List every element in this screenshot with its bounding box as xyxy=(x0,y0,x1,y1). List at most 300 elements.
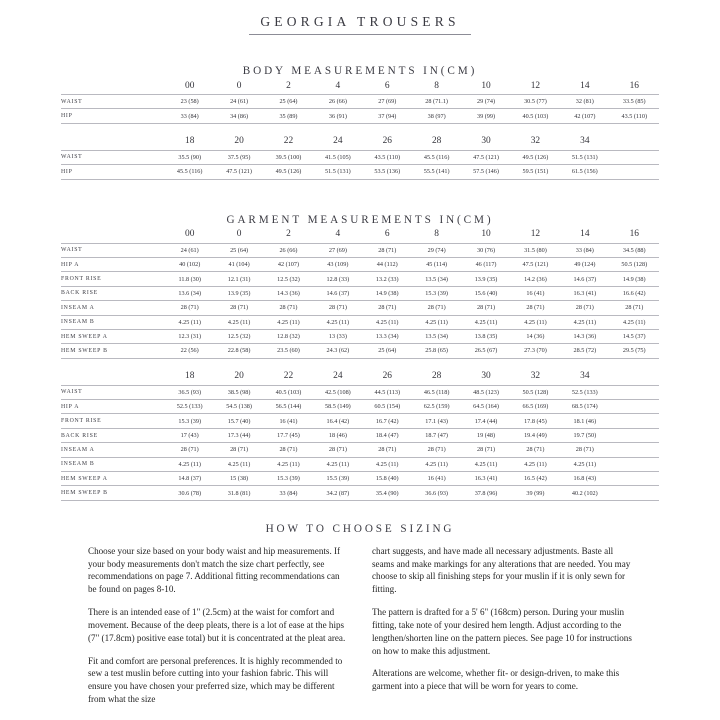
measure-cell: 12.1 (31) xyxy=(214,272,263,286)
paragraph: Choose your size based on your body waist and hip measurements. If your body measurements don't match the size chart perfectly, see recommendations on page 7. Additional fitting recommendations can be found on pages 8-10. xyxy=(88,545,341,595)
measure-cell: 14.3 (36) xyxy=(264,286,313,300)
measure-cell: 28 (71) xyxy=(363,301,412,315)
measure-cell: 42.5 (108) xyxy=(313,385,362,399)
body-size-header-cell: 2 xyxy=(286,80,291,91)
measure-cell: 36 (91) xyxy=(313,109,362,123)
measure-cell: 13.2 (33) xyxy=(363,272,412,286)
measure-cell: 4.25 (11) xyxy=(264,315,313,329)
row-label: BACK RISE xyxy=(61,286,165,300)
garment-size-header-cell: 22 xyxy=(283,371,294,382)
measure-cell: 4.25 (11) xyxy=(461,457,510,471)
measure-cell: 13.5 (34) xyxy=(412,272,461,286)
measure-cell: 47.5 (121) xyxy=(214,165,263,179)
measure-cell: 4.25 (11) xyxy=(165,315,214,329)
measure-cell: 13 (33) xyxy=(313,329,362,343)
measure-cell: 35.4 (90) xyxy=(363,486,412,500)
body-size-header-cell xyxy=(610,133,659,151)
body-size-header-cell: 26 xyxy=(382,136,392,147)
table-row xyxy=(61,165,659,179)
body-size-header-cell: 30 xyxy=(481,136,491,147)
table-row xyxy=(61,344,659,358)
measure-cell: 19 (48) xyxy=(461,428,510,442)
measure-cell: 18.1 (46) xyxy=(560,414,609,428)
body-size-header-row-1 xyxy=(61,77,659,95)
garment-size-header-cell xyxy=(610,368,659,386)
table-group-spacer xyxy=(61,358,659,368)
measure-cell: 52.5 (133) xyxy=(560,385,609,399)
sizing-copy-right-column xyxy=(372,545,632,706)
measure-cell: 25 (64) xyxy=(264,95,313,109)
row-label: INSEAM A xyxy=(61,301,165,315)
measure-cell xyxy=(610,385,659,399)
measure-cell: 4.25 (11) xyxy=(363,315,412,329)
body-size-header-row-2 xyxy=(61,133,659,151)
garment-size-header-cell: 26 xyxy=(382,371,392,382)
row-label: BACK RISE xyxy=(61,428,165,442)
garment-size-header-cell: 18 xyxy=(185,371,195,382)
measure-cell: 28 (71) xyxy=(165,443,214,457)
body-size-header-cell: 16 xyxy=(629,80,639,91)
measure-cell: 34.5 (88) xyxy=(610,243,659,257)
measure-cell: 28 (71) xyxy=(214,443,263,457)
garment-size-header-row-1 xyxy=(61,226,659,244)
measure-cell: 15.5 (39) xyxy=(313,472,362,486)
body-size-header-cell: 14 xyxy=(580,80,590,91)
measure-cell: 49.5 (126) xyxy=(511,150,560,164)
measure-cell: 47.5 (121) xyxy=(461,150,510,164)
body-size-header-cell: 00 xyxy=(185,80,195,91)
body-size-header-cell: 10 xyxy=(481,80,491,91)
measure-cell: 28 (71) xyxy=(560,301,609,315)
body-size-header-cell: 32 xyxy=(530,136,541,147)
measure-cell: 68.5 (174) xyxy=(560,400,609,414)
measure-cell: 59.5 (151) xyxy=(511,165,560,179)
measure-cell: 26 (66) xyxy=(264,243,313,257)
measure-cell: 16.3 (41) xyxy=(461,472,510,486)
measure-cell: 15.8 (40) xyxy=(363,472,412,486)
row-label: WAIST xyxy=(61,243,165,257)
measure-cell: 12.3 (31) xyxy=(165,329,214,343)
measure-cell: 46.5 (118) xyxy=(412,385,461,399)
measure-cell: 28 (71) xyxy=(461,443,510,457)
body-size-header-cell: 4 xyxy=(335,80,341,91)
table-row xyxy=(61,428,659,442)
garment-size-header-cell: 0 xyxy=(236,229,242,240)
measure-cell: 16 (41) xyxy=(264,414,313,428)
measure-cell xyxy=(610,165,659,179)
measure-cell: 50.5 (128) xyxy=(511,385,560,399)
garment-size-header-cell: 28 xyxy=(431,371,442,382)
table-row xyxy=(61,109,659,123)
measure-cell: 51.5 (131) xyxy=(313,165,362,179)
row-label: HIP xyxy=(61,165,165,179)
table-row xyxy=(61,385,659,399)
measure-cell: 53.5 (136) xyxy=(363,165,412,179)
measure-cell: 14.9 (38) xyxy=(610,272,659,286)
measure-cell: 27 (69) xyxy=(363,95,412,109)
measure-cell: 4.25 (11) xyxy=(214,457,263,471)
table-row xyxy=(61,443,659,457)
measure-cell xyxy=(610,150,659,164)
measure-cell: 61.5 (156) xyxy=(560,165,609,179)
measure-cell xyxy=(610,486,659,500)
measure-cell: 28 (71) xyxy=(165,301,214,315)
measure-cell: 62.5 (159) xyxy=(412,400,461,414)
measure-cell: 25 (64) xyxy=(214,243,263,257)
measure-cell: 25.8 (65) xyxy=(412,344,461,358)
measure-cell: 24.3 (62) xyxy=(313,344,362,358)
measure-cell: 41.5 (105) xyxy=(313,150,362,164)
measure-cell: 28 (71) xyxy=(610,301,659,315)
measure-cell: 30 (76) xyxy=(461,243,510,257)
measure-cell: 16.8 (43) xyxy=(560,472,609,486)
measure-cell: 15 (38) xyxy=(214,472,263,486)
measure-cell: 32 (81) xyxy=(560,95,609,109)
measure-cell: 45.5 (116) xyxy=(165,165,214,179)
table-row xyxy=(61,95,659,109)
table-row xyxy=(61,472,659,486)
measure-cell: 52.5 (133) xyxy=(165,400,214,414)
row-label: HIP xyxy=(61,109,165,123)
measure-cell: 15.3 (39) xyxy=(165,414,214,428)
measure-cell: 28 (71) xyxy=(560,443,609,457)
row-label: WAIST xyxy=(61,385,165,399)
body-size-header-cell: 20 xyxy=(234,136,244,147)
garment-size-header-cell: 32 xyxy=(530,371,541,382)
measure-cell: 4.25 (11) xyxy=(610,315,659,329)
measure-cell: 12.5 (32) xyxy=(214,329,263,343)
body-size-header-cell: 0 xyxy=(236,80,242,91)
measure-cell xyxy=(610,428,659,442)
measure-cell: 14.9 (38) xyxy=(363,286,412,300)
garment-header-spacer-1 xyxy=(61,226,165,244)
measure-cell: 28 (71) xyxy=(412,443,461,457)
table-row xyxy=(61,243,659,257)
measure-cell: 29 (74) xyxy=(412,243,461,257)
measure-cell: 50.5 (128) xyxy=(610,257,659,271)
measure-cell: 28 (71.1) xyxy=(412,95,461,109)
measure-cell: 36.5 (93) xyxy=(165,385,214,399)
measure-cell: 4.25 (11) xyxy=(313,315,362,329)
measure-cell: 17.7 (45) xyxy=(264,428,313,442)
sizing-copy-left-column xyxy=(88,545,348,706)
measure-cell: 17.3 (44) xyxy=(214,428,263,442)
measure-cell xyxy=(610,414,659,428)
garment-size-header-cell: 34 xyxy=(580,371,590,382)
paragraph: Fit and comfort are personal preferences. It is highly recommended to sew a test muslin before cutting into your fashion fabric. This will ensure you have chosen your preferred size, which may be different from what the size xyxy=(88,655,343,704)
measure-cell: 13.8 (35) xyxy=(461,329,510,343)
measure-cell: 13.9 (35) xyxy=(461,272,510,286)
garment-size-header-cell: 4 xyxy=(335,229,341,240)
measure-cell: 17.8 (45) xyxy=(511,414,560,428)
measure-cell: 16.6 (42) xyxy=(610,286,659,300)
measure-cell: 14.3 (36) xyxy=(560,329,609,343)
measure-cell: 39 (99) xyxy=(461,109,510,123)
measure-cell: 55.5 (141) xyxy=(412,165,461,179)
measure-cell: 14 (36) xyxy=(511,329,560,343)
measure-cell: 25 (64) xyxy=(363,344,412,358)
garment-size-header-cell: 24 xyxy=(333,371,343,382)
measure-cell: 28 (71) xyxy=(511,443,560,457)
table-row xyxy=(61,400,659,414)
measure-cell: 28 (71) xyxy=(363,443,412,457)
measure-cell: 28 (71) xyxy=(461,301,510,315)
measure-cell: 4.25 (11) xyxy=(264,457,313,471)
table-row xyxy=(61,150,659,164)
table-row xyxy=(61,414,659,428)
measure-cell: 31.5 (80) xyxy=(511,243,560,257)
garment-size-header-cell: 20 xyxy=(234,371,244,382)
measure-cell: 14.8 (37) xyxy=(165,472,214,486)
measure-cell: 15.7 (40) xyxy=(214,414,263,428)
sizing-copy xyxy=(0,535,720,706)
paragraph: chart suggests, and have made all necessary adjustments. Baste all seams and make markings for any alterations that are needed. You may choose to skip all finishing steps for your muslin if it is only sewn for fitting. xyxy=(372,545,631,595)
measure-cell: 4.25 (11) xyxy=(165,457,214,471)
body-measurements-tbody xyxy=(61,77,659,179)
row-label: WAIST xyxy=(61,150,165,164)
garment-size-header-cell: 30 xyxy=(481,371,491,382)
measure-cell: 16 (41) xyxy=(511,286,560,300)
measure-cell: 48.5 (123) xyxy=(461,385,510,399)
table-row xyxy=(61,486,659,500)
measure-cell: 4.25 (11) xyxy=(313,457,362,471)
measure-cell: 40.2 (102) xyxy=(560,486,609,500)
measure-cell: 28 (71) xyxy=(264,301,313,315)
measure-cell: 18 (46) xyxy=(313,428,362,442)
measure-cell: 54.5 (138) xyxy=(214,400,263,414)
measure-cell: 19.4 (49) xyxy=(511,428,560,442)
measure-cell: 49 (124) xyxy=(560,257,609,271)
measure-cell: 35.5 (90) xyxy=(165,150,214,164)
paragraph: Alterations are welcome, whether fit- or design-driven, to make this garment into a piece that will be worn for years to come. xyxy=(372,668,620,692)
paragraph: There is an intended ease of 1" (2.5cm) at the waist for comfort and movement. Because of the deep pleats, there is a lot of ease at the hips (7" (17.8cm) positive ease total) but it is concentrated at the pleat area. xyxy=(88,607,346,643)
measure-cell: 31.8 (81) xyxy=(214,486,263,500)
measure-cell: 23 (58) xyxy=(165,95,214,109)
paragraph: The pattern is drafted for a 5' 6" (168cm) person. During your muslin fitting, take note of your desired hem length. Adjust according to the lengthen/shorten line on the pattern pieces. See page 10 for instructions on how to make this adjustment. xyxy=(372,607,632,656)
measure-cell: 40.5 (103) xyxy=(264,385,313,399)
measure-cell: 11.8 (30) xyxy=(165,272,214,286)
table-row xyxy=(61,457,659,471)
measure-cell: 30.6 (78) xyxy=(165,486,214,500)
body-size-header-cell: 24 xyxy=(333,136,343,147)
garment-size-header-cell: 8 xyxy=(434,229,439,240)
title-underline-rule xyxy=(249,34,471,35)
garment-size-header-row-2 xyxy=(61,368,659,386)
measure-cell: 17.1 (43) xyxy=(412,414,461,428)
measure-cell xyxy=(610,443,659,457)
measure-cell: 4.25 (11) xyxy=(560,457,609,471)
measure-cell: 49.5 (126) xyxy=(264,165,313,179)
row-label: FRONT RISE xyxy=(61,272,165,286)
table-row xyxy=(61,315,659,329)
row-label: INSEAM A xyxy=(61,443,165,457)
measure-cell: 43.5 (110) xyxy=(363,150,412,164)
measure-cell: 26 (66) xyxy=(313,95,362,109)
measure-cell: 23.5 (60) xyxy=(264,344,313,358)
row-label: HIP A xyxy=(61,257,165,271)
measure-cell: 30.5 (77) xyxy=(511,95,560,109)
measure-cell: 26.5 (67) xyxy=(461,344,510,358)
row-label: INSEAM B xyxy=(61,457,165,471)
measure-cell: 38.5 (98) xyxy=(214,385,263,399)
row-label: WAIST xyxy=(61,95,165,109)
garment-header-spacer-2 xyxy=(61,368,165,386)
measure-cell: 28 (71) xyxy=(511,301,560,315)
measure-cell: 42 (107) xyxy=(264,257,313,271)
measure-cell: 36.6 (93) xyxy=(412,486,461,500)
measure-cell: 28 (71) xyxy=(363,243,412,257)
measure-cell: 37.8 (96) xyxy=(461,486,510,500)
measure-cell: 41 (104) xyxy=(214,257,263,271)
row-label: HEM SWEEP B xyxy=(61,344,165,358)
garment-size-header-cell: 12 xyxy=(530,229,541,240)
measure-cell: 39.5 (100) xyxy=(264,150,313,164)
measure-cell: 44.5 (113) xyxy=(363,385,412,399)
measure-cell xyxy=(610,400,659,414)
table-row xyxy=(61,272,659,286)
row-label: HEM SWEEP B xyxy=(61,486,165,500)
measure-cell: 66.5 (169) xyxy=(511,400,560,414)
measure-cell: 47.5 (121) xyxy=(511,257,560,271)
measure-cell: 51.5 (131) xyxy=(560,150,609,164)
garment-size-header-cell: 2 xyxy=(286,229,291,240)
measure-cell: 18.4 (47) xyxy=(363,428,412,442)
measure-cell: 13.5 (34) xyxy=(412,329,461,343)
measure-cell: 24 (61) xyxy=(165,243,214,257)
measure-cell: 19.7 (50) xyxy=(560,428,609,442)
measure-cell: 35 (89) xyxy=(264,109,313,123)
garment-measurements-heading: GARMENT MEASUREMENTS IN(CM) xyxy=(226,213,494,226)
measure-cell: 16.7 (42) xyxy=(363,414,412,428)
measure-cell: 15.3 (39) xyxy=(412,286,461,300)
measure-cell: 12.5 (32) xyxy=(264,272,313,286)
measure-cell: 33 (84) xyxy=(165,109,214,123)
row-label: HEM SWEEP A xyxy=(61,472,165,486)
measure-cell: 42 (107) xyxy=(560,109,609,123)
measure-cell: 56.5 (144) xyxy=(264,400,313,414)
measure-cell: 58.5 (149) xyxy=(313,400,362,414)
measure-cell: 15.3 (39) xyxy=(264,472,313,486)
measure-cell: 22 (56) xyxy=(165,344,214,358)
measure-cell: 24 (61) xyxy=(214,95,263,109)
garment-size-header-cell: 10 xyxy=(481,229,491,240)
measure-cell: 14.6 (37) xyxy=(560,272,609,286)
measure-cell: 28 (71) xyxy=(313,301,362,315)
sizing-heading: HOW TO CHOOSE SIZING xyxy=(265,522,455,535)
measure-cell: 4.25 (11) xyxy=(511,315,560,329)
measure-cell: 28 (71) xyxy=(313,443,362,457)
body-size-header-cell: 18 xyxy=(185,136,195,147)
measure-cell: 16 (41) xyxy=(412,472,461,486)
measure-cell: 34 (86) xyxy=(214,109,263,123)
measure-cell: 33.5 (85) xyxy=(610,95,659,109)
measure-cell: 37 (94) xyxy=(363,109,412,123)
garment-size-header-cell: 16 xyxy=(629,229,639,240)
body-measurements-table xyxy=(61,77,659,180)
row-label: HIP A xyxy=(61,400,165,414)
measure-cell: 43.5 (110) xyxy=(610,109,659,123)
measure-cell: 4.25 (11) xyxy=(511,457,560,471)
measure-cell: 45.5 (116) xyxy=(412,150,461,164)
table-group-spacer xyxy=(61,123,659,133)
measure-cell: 28 (71) xyxy=(264,443,313,457)
measure-cell: 4.25 (11) xyxy=(214,315,263,329)
measure-cell: 17.4 (44) xyxy=(461,414,510,428)
measure-cell: 13.6 (34) xyxy=(165,286,214,300)
measure-cell: 37.5 (95) xyxy=(214,150,263,164)
measure-cell: 40.5 (103) xyxy=(511,109,560,123)
measure-cell: 60.5 (154) xyxy=(363,400,412,414)
measure-cell: 27 (69) xyxy=(313,243,362,257)
measure-cell: 14.2 (36) xyxy=(511,272,560,286)
measure-cell: 45 (114) xyxy=(412,257,461,271)
measure-cell: 16.5 (42) xyxy=(511,472,560,486)
measure-cell: 29.5 (75) xyxy=(610,344,659,358)
measure-cell xyxy=(610,472,659,486)
body-size-header-cell: 34 xyxy=(580,136,590,147)
body-header-spacer-1 xyxy=(61,77,165,95)
table-row xyxy=(61,301,659,315)
measure-cell: 40 (102) xyxy=(165,257,214,271)
measure-cell: 14.6 (37) xyxy=(313,286,362,300)
garment-size-header-cell: 14 xyxy=(580,229,590,240)
measure-cell: 57.5 (146) xyxy=(461,165,510,179)
measure-cell: 16.3 (41) xyxy=(560,286,609,300)
measure-cell: 18.7 (47) xyxy=(412,428,461,442)
measure-cell: 38 (97) xyxy=(412,109,461,123)
measure-cell: 22.8 (58) xyxy=(214,344,263,358)
measure-cell: 4.25 (11) xyxy=(560,315,609,329)
body-header-spacer-2 xyxy=(61,133,165,151)
measure-cell: 39 (99) xyxy=(511,486,560,500)
measure-cell: 33 (84) xyxy=(560,243,609,257)
measure-cell: 4.25 (11) xyxy=(412,457,461,471)
measure-cell: 12.8 (32) xyxy=(264,329,313,343)
measure-cell: 28 (71) xyxy=(412,301,461,315)
measure-cell: 13.9 (35) xyxy=(214,286,263,300)
table-row xyxy=(61,286,659,300)
table-row xyxy=(61,329,659,343)
measure-cell: 44 (112) xyxy=(363,257,412,271)
garment-size-header-cell: 6 xyxy=(384,229,390,240)
body-size-header-cell: 8 xyxy=(434,80,439,91)
measure-cell: 4.25 (11) xyxy=(461,315,510,329)
measure-cell: 12.8 (33) xyxy=(313,272,362,286)
measure-cell: 14.5 (37) xyxy=(610,329,659,343)
row-label: INSEAM B xyxy=(61,315,165,329)
body-size-header-cell: 28 xyxy=(431,136,442,147)
garment-measurements-table xyxy=(61,226,659,501)
body-measurements-heading: BODY MEASUREMENTS IN(CM) xyxy=(242,65,478,77)
measure-cell: 28.5 (72) xyxy=(560,344,609,358)
measure-cell: 17 (43) xyxy=(165,428,214,442)
measure-cell: 64.5 (164) xyxy=(461,400,510,414)
measure-cell xyxy=(610,457,659,471)
body-size-header-cell: 22 xyxy=(283,136,294,147)
measure-cell: 4.25 (11) xyxy=(363,457,412,471)
body-size-header-cell: 12 xyxy=(530,80,541,91)
measure-cell: 16.4 (42) xyxy=(313,414,362,428)
table-row xyxy=(61,257,659,271)
row-label: FRONT RISE xyxy=(61,414,165,428)
body-size-header-cell: 6 xyxy=(384,80,390,91)
measure-cell: 29 (74) xyxy=(461,95,510,109)
measure-cell: 13.3 (34) xyxy=(363,329,412,343)
garment-size-header-cell: 00 xyxy=(185,229,195,240)
measure-cell: 43 (109) xyxy=(313,257,362,271)
measure-cell: 46 (117) xyxy=(461,257,510,271)
page-title: GEORGIA TROUSERS xyxy=(260,14,460,29)
